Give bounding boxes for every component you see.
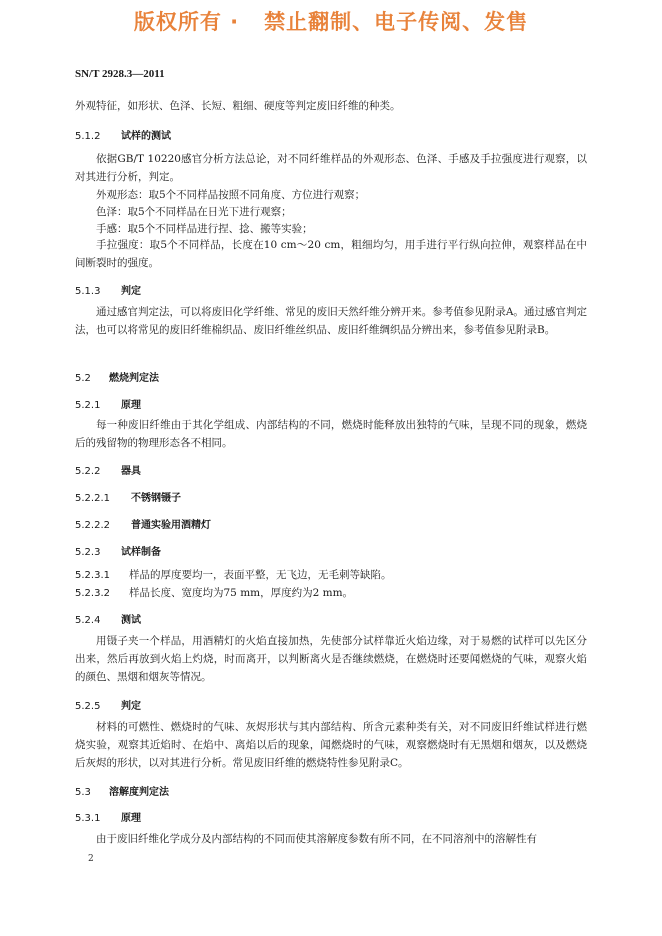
section-number: 5.2.5 [75,701,101,712]
section-5-3-heading [75,783,169,798]
section-5-1-2-heading [75,127,171,142]
section-number: 5.2.3.1 [75,570,110,581]
test-item-color: 色泽：取5个不同样品在日光下进行观察； [96,206,292,218]
section-5-2-4-heading [75,611,141,626]
section-5-2-2-heading [75,462,141,477]
section-number: 5.2.2 [75,466,101,477]
section-5-2-4-paragraph: 用镊子夹一个样品，用酒精灯的火焰直接加热，先使部分试样靠近火焰边缘，对于易燃的试样可以先区分出来，然后再放到火焰上灼烧，时而离开，以判断离火是否继续燃烧，在燃烧时还要闻燃烧的气味，观察火焰的颜色、黑烟和烟灰等情况。 [75,635,587,683]
section-number: 5.2.1 [75,400,101,411]
test-item-appearance: 外观形态：取5个不同样品按照不同角度、方位进行观察； [96,189,366,201]
item-text: 样品长度、宽度均为75 mm，厚度约为2 mm。 [129,587,354,599]
section-title: 普通实验用酒精灯 [131,520,211,531]
section-5-3-1-paragraph: 由于废旧纤维化学成分及内部结构的不同而使其溶解度参数有所不同，在不同溶剂中的溶解性有 [96,833,537,845]
section-title: 燃烧判定法 [109,373,159,384]
section-5-2-2-1-heading [75,489,181,504]
section-5-1-3-heading [75,282,141,297]
section-title: 原理 [121,400,141,411]
section-number: 5.1.2 [75,131,101,142]
section-5-2-2-2-heading [75,516,211,531]
page-number: 2 [88,854,94,864]
section-5-1-2-paragraph: 依据GB/T 10220感官分析方法总论，对不同纤维样品的外观形态、色泽、手感及手拉强度进行观察，以对其进行分析，判定。 [75,153,587,183]
section-number: 5.1.3 [75,286,101,297]
section-5-2-3-heading [75,543,161,558]
section-number: 5.2.4 [75,615,101,626]
section-5-2-5-paragraph: 材料的可燃性、燃烧时的气味、灰烬形状与其内部结构、所含元素种类有关，对不同废旧纤维试样进行燃烧实验，观察其近焰时、在焰中、离焰以后的现象，闻燃烧时的气味，观察燃烧时有无黑烟和烟灰，以及燃烧后灰烬的形状，以对其进行分析。常见废旧纤维的燃烧特性参见附录C。 [75,721,587,769]
section-title: 试样的测试 [121,131,171,142]
section-number: 5.2.2.2 [75,520,110,531]
section-5-2-1-paragraph: 每一种废旧纤维由于其化学组成、内部结构的不同，燃烧时能释放出独特的气味，呈现不同的现象，燃烧后的残留物的物理形态各不相同。 [75,419,587,449]
section-title: 溶解度判定法 [109,787,169,798]
section-title: 试样制备 [121,547,161,558]
test-item-handfeel: 手感：取5个不同样品进行捏、捻、搬等实验； [96,223,313,235]
section-title: 判定 [121,701,141,712]
section-5-1-3-paragraph: 通过感官判定法，可以将废旧化学纤维、常见的废旧天然纤维分辨开来。参考值参见附录A。通过感官判定法，也可以将常见的废旧纤维棉织品、废旧纤维丝织品、废旧纤维绸织品分辨出来，参考值参见附录B。 [75,306,587,336]
section-number: 5.2 [75,373,91,384]
section-number: 5.2.2.1 [75,493,110,504]
section-5-2-5-heading [75,697,141,712]
section-title: 判定 [121,286,141,297]
test-item-tensile: 手拉强度：取5个不同样品，长度在10 cm～20 cm，粗细均匀，用手进行平行纵向拉伸，观察样品在中间断裂时的强度。 [75,239,587,269]
section-5-3-1-heading [75,809,141,824]
section-number: 5.2.3 [75,547,101,558]
section-5-2-3-1-item [75,567,392,582]
item-text: 样品的厚度要均一，表面平整，无飞边，无毛刺等缺陷。 [129,569,392,581]
section-5-2-3-2-item [75,585,353,600]
section-number: 5.3.1 [75,813,101,824]
section-5-2-1-heading [75,396,141,411]
section-title: 原理 [121,813,141,824]
document-code: SN/T 2928.3—2011 [75,68,165,80]
intro-line: 外观特征，如形状、色泽、长短、粗细、硬度等判定废旧纤维的种类。 [75,100,401,112]
section-title: 测试 [121,615,141,626]
section-5-2-heading [75,369,159,384]
section-number: 5.2.3.2 [75,588,110,599]
section-title: 不锈钢镊子 [131,493,181,504]
section-title: 器具 [121,466,141,477]
copyright-watermark: 版权所有 · 禁止翻制、电子传阅、发售 [133,10,529,34]
section-number: 5.3 [75,787,91,798]
